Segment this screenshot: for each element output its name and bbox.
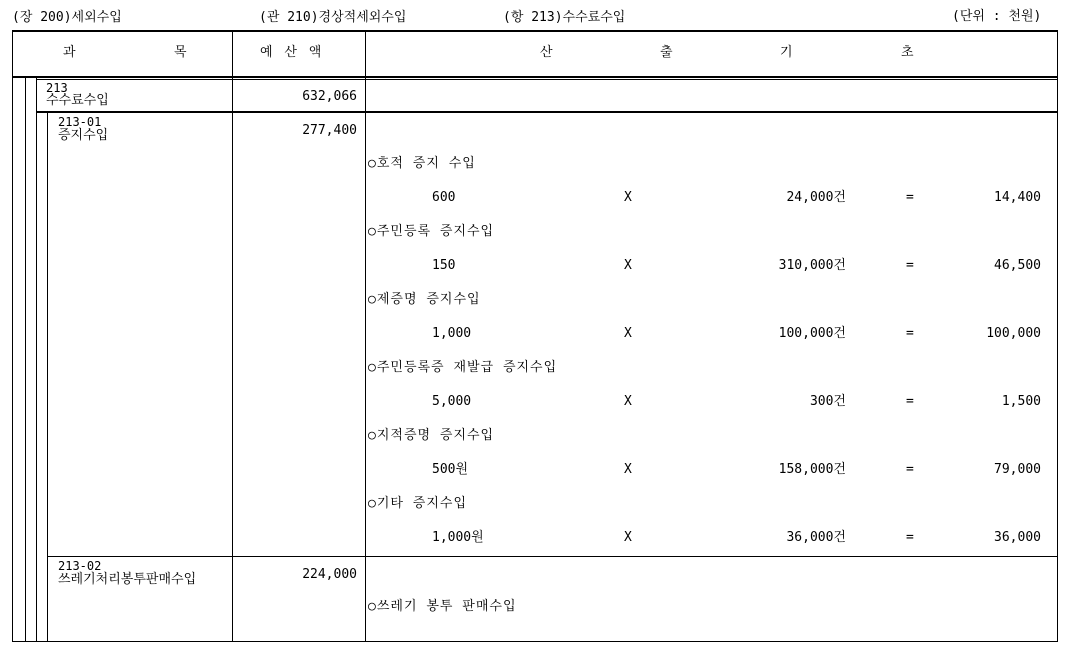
calc-line-total: 1,500: [1001, 394, 1041, 409]
calc-line-equals: =: [906, 530, 914, 545]
calc-line-title: ○지적증명 증지수입: [368, 428, 495, 443]
column-subject-1: 과: [63, 45, 76, 60]
item-213-name: 수수료수입: [46, 93, 109, 108]
item-213-01-code: 213-01: [58, 115, 102, 129]
calc-line-qty: 500원: [432, 462, 469, 477]
item-213-01-amount: 277,400: [302, 123, 357, 138]
calc-line-title: ○주민등록증 재발급 증지수입: [368, 360, 558, 375]
calc-line-price: 310,000건: [778, 258, 846, 273]
calc-line-qty: 1,000: [432, 326, 472, 341]
calc-line-title: ○주민등록 증지수입: [368, 224, 495, 239]
calc-line-title: ○제증명 증지수입: [368, 292, 481, 307]
column-calc-3: 기: [780, 45, 793, 60]
calc-line-qty: 150: [432, 258, 456, 273]
calc-line-total: 14,400: [994, 190, 1041, 205]
calc-line-total: 46,500: [994, 258, 1041, 273]
item-213-02-name: 쓰레기처리봉투판매수입: [58, 572, 197, 587]
calc-line-price: 100,000건: [778, 326, 846, 341]
calc-line-total: 79,000: [994, 462, 1041, 477]
calc-line-equals: =: [906, 190, 914, 205]
jang-label: (장 200)세외수입: [12, 10, 122, 25]
item-213-02-code: 213-02: [58, 559, 102, 573]
calc-line-price: 158,000건: [778, 462, 846, 477]
calc-line-times: X: [624, 394, 632, 409]
hang-label: (항 213)수수료수입: [503, 10, 626, 25]
calc-line-equals: =: [906, 462, 914, 477]
column-calc-4: 초: [901, 45, 914, 60]
calc-line-total: 100,000: [986, 326, 1041, 341]
calc-line-equals: =: [906, 394, 914, 409]
calc-line-title: ○호적 증지 수입: [368, 156, 476, 171]
gwan-label: (관 210)경상적세외수입: [259, 10, 407, 25]
calc-line-title: ○기타 증지수입: [368, 496, 468, 511]
calc-line-equals: =: [906, 326, 914, 341]
calc-line-equals: =: [906, 258, 914, 273]
calc-line-times: X: [624, 190, 632, 205]
calc-line-qty: 1,000원: [432, 530, 484, 545]
calc-line-price: 36,000건: [786, 530, 846, 545]
item-213-02-amount: 224,000: [302, 567, 357, 582]
calc-line-times: X: [624, 530, 632, 545]
calc-line-price: 300건: [809, 394, 846, 409]
item-213-amount: 632,066: [302, 89, 357, 104]
column-calc-1: 산: [540, 45, 553, 60]
item-213-code: 213: [46, 81, 68, 95]
unit-label: (단위 : 천원): [952, 9, 1042, 24]
calc-line-total: 36,000: [994, 530, 1041, 545]
column-calc-2: 출: [660, 45, 673, 60]
calc-line-qty: 5,000: [432, 394, 472, 409]
calc-line-times: X: [624, 326, 632, 341]
calc-line-times: X: [624, 258, 632, 273]
column-subject-2: 목: [174, 45, 187, 60]
calc-line-times: X: [624, 462, 632, 477]
calc-line-qty: 600: [432, 190, 456, 205]
item-213-01-name: 증지수입: [58, 128, 109, 143]
calc-line-price: 24,000건: [786, 190, 846, 205]
column-budget: 예 산 액: [260, 45, 324, 60]
calc-line-title: ○쓰레기 봉투 판매수입: [368, 599, 517, 614]
